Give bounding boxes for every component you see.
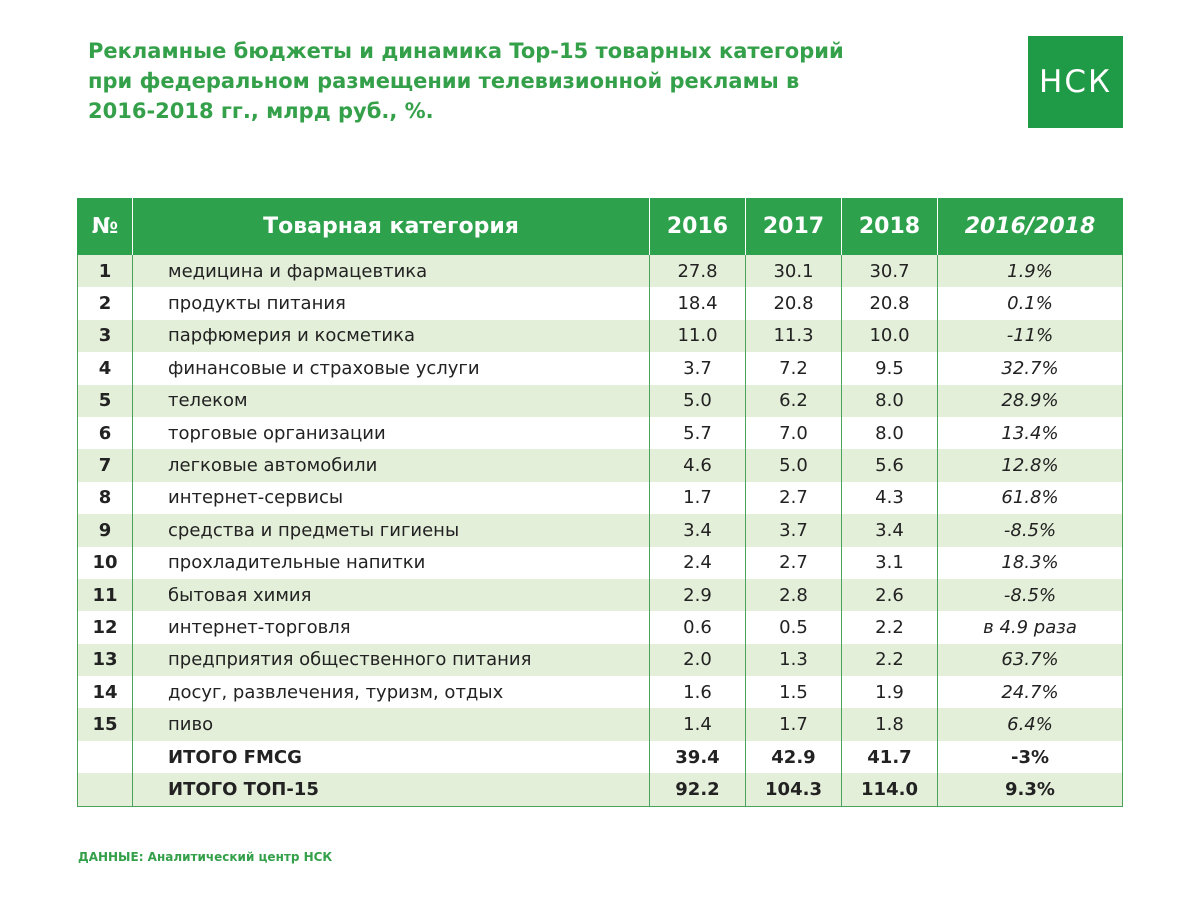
table-row [78, 611, 1123, 643]
value-2018-cell: 2.6 [842, 579, 938, 611]
value-2017-cell: 5.0 [746, 449, 842, 481]
change-cell: -11% [938, 320, 1123, 352]
category-cell: досуг, развлечения, туризм, отдых [133, 676, 650, 708]
value-2018-cell: 1.9 [842, 676, 938, 708]
value-2017-cell: 7.2 [746, 352, 842, 384]
table-row [78, 255, 1123, 287]
category-cell: продукты питания [133, 287, 650, 319]
change-cell: -8.5% [938, 579, 1123, 611]
row-number-cell: 11 [78, 579, 133, 611]
row-number-cell: 14 [78, 676, 133, 708]
change-cell: 24.7% [938, 676, 1123, 708]
change-cell: -8.5% [938, 514, 1123, 546]
table-body [78, 255, 1123, 806]
change-cell: в 4.9 раза [938, 611, 1123, 643]
total-row [78, 741, 1123, 773]
value-2017-cell: 2.7 [746, 482, 842, 514]
value-2016-cell: 5.0 [650, 385, 746, 417]
value-2018-cell: 5.6 [842, 449, 938, 481]
change-cell: 13.4% [938, 417, 1123, 449]
change-cell: 9.3% [938, 773, 1123, 806]
categories-table [77, 198, 1123, 807]
category-cell: ИТОГО FMCG [133, 741, 650, 773]
value-2016-cell: 5.7 [650, 417, 746, 449]
value-2018-cell: 20.8 [842, 287, 938, 319]
table-row [78, 287, 1123, 319]
change-cell: 1.9% [938, 255, 1123, 287]
value-2017-cell: 2.7 [746, 547, 842, 579]
category-cell: ИТОГО ТОП-15 [133, 773, 650, 806]
value-2016-cell: 1.6 [650, 676, 746, 708]
change-cell: 32.7% [938, 352, 1123, 384]
title-line-2: при федеральном размещении телевизионной рекламы в [88, 69, 800, 93]
value-2018-cell: 2.2 [842, 611, 938, 643]
row-number-cell: 9 [78, 514, 133, 546]
row-number-cell: 2 [78, 287, 133, 319]
value-2018-cell: 8.0 [842, 417, 938, 449]
category-cell: пиво [133, 708, 650, 740]
value-2018-cell: 9.5 [842, 352, 938, 384]
title-line-3: 2016-2018 гг., млрд руб., %. [88, 99, 434, 123]
value-2016-cell: 39.4 [650, 741, 746, 773]
row-number-cell [78, 773, 133, 806]
table-row [78, 644, 1123, 676]
value-2017-cell: 3.7 [746, 514, 842, 546]
category-cell: парфюмерия и косметика [133, 320, 650, 352]
change-cell: 18.3% [938, 547, 1123, 579]
change-cell: 0.1% [938, 287, 1123, 319]
value-2018-cell: 114.0 [842, 773, 938, 806]
row-number-cell: 12 [78, 611, 133, 643]
nsk-logo [1028, 36, 1123, 128]
table-row [78, 482, 1123, 514]
change-cell: 28.9% [938, 385, 1123, 417]
value-2018-cell: 10.0 [842, 320, 938, 352]
value-2017-cell: 6.2 [746, 385, 842, 417]
category-cell: медицина и фармацевтика [133, 255, 650, 287]
value-2017-cell: 0.5 [746, 611, 842, 643]
value-2018-cell: 3.1 [842, 547, 938, 579]
category-cell: торговые организации [133, 417, 650, 449]
value-2016-cell: 2.9 [650, 579, 746, 611]
row-number-cell: 1 [78, 255, 133, 287]
change-cell: -3% [938, 741, 1123, 773]
category-cell: прохладительные напитки [133, 547, 650, 579]
value-2016-cell: 3.4 [650, 514, 746, 546]
value-2018-cell: 2.2 [842, 644, 938, 676]
row-number-cell: 7 [78, 449, 133, 481]
column-header-category: Товарная категория [133, 198, 650, 255]
row-number-cell: 13 [78, 644, 133, 676]
change-cell: 63.7% [938, 644, 1123, 676]
value-2017-cell: 1.7 [746, 708, 842, 740]
value-2016-cell: 3.7 [650, 352, 746, 384]
value-2016-cell: 27.8 [650, 255, 746, 287]
value-2016-cell: 11.0 [650, 320, 746, 352]
value-2018-cell: 30.7 [842, 255, 938, 287]
change-cell: 6.4% [938, 708, 1123, 740]
value-2016-cell: 92.2 [650, 773, 746, 806]
value-2016-cell: 18.4 [650, 287, 746, 319]
value-2018-cell: 4.3 [842, 482, 938, 514]
value-2018-cell: 3.4 [842, 514, 938, 546]
table-header-row [78, 198, 1123, 255]
category-cell: интернет-сервисы [133, 482, 650, 514]
table-row [78, 579, 1123, 611]
value-2017-cell: 1.3 [746, 644, 842, 676]
table-row [78, 514, 1123, 546]
table-row [78, 320, 1123, 352]
table-row [78, 547, 1123, 579]
row-number-cell: 4 [78, 352, 133, 384]
column-header-change: 2016/2018 [938, 198, 1123, 255]
value-2017-cell: 2.8 [746, 579, 842, 611]
category-cell: интернет-торговля [133, 611, 650, 643]
row-number-cell: 8 [78, 482, 133, 514]
value-2016-cell: 0.6 [650, 611, 746, 643]
category-cell: легковые автомобили [133, 449, 650, 481]
value-2016-cell: 4.6 [650, 449, 746, 481]
value-2017-cell: 1.5 [746, 676, 842, 708]
value-2017-cell: 7.0 [746, 417, 842, 449]
value-2016-cell: 2.4 [650, 547, 746, 579]
category-cell: средства и предметы гигиены [133, 514, 650, 546]
value-2017-cell: 11.3 [746, 320, 842, 352]
category-cell: предприятия общественного питания [133, 644, 650, 676]
row-number-cell [78, 741, 133, 773]
row-number-cell: 15 [78, 708, 133, 740]
category-cell: бытовая химия [133, 579, 650, 611]
table-row [78, 385, 1123, 417]
value-2016-cell: 2.0 [650, 644, 746, 676]
value-2017-cell: 42.9 [746, 741, 842, 773]
value-2018-cell: 1.8 [842, 708, 938, 740]
value-2018-cell: 41.7 [842, 741, 938, 773]
value-2017-cell: 20.8 [746, 287, 842, 319]
table-row [78, 708, 1123, 740]
column-header-2018: 2018 [842, 198, 938, 255]
column-header-2016: 2016 [650, 198, 746, 255]
row-number-cell: 3 [78, 320, 133, 352]
value-2016-cell: 1.4 [650, 708, 746, 740]
data-source: ДАННЫЕ: Аналитический центр НСК [78, 850, 333, 864]
value-2017-cell: 30.1 [746, 255, 842, 287]
table-row [78, 352, 1123, 384]
row-number-cell: 6 [78, 417, 133, 449]
change-cell: 12.8% [938, 449, 1123, 481]
row-number-cell: 5 [78, 385, 133, 417]
row-number-cell: 10 [78, 547, 133, 579]
category-cell: финансовые и страховые услуги [133, 352, 650, 384]
category-cell: телеком [133, 385, 650, 417]
table-row [78, 676, 1123, 708]
title-line-1: Рекламные бюджеты и динамика Top-15 товарных категорий [88, 39, 844, 63]
value-2017-cell: 104.3 [746, 773, 842, 806]
total-row [78, 773, 1123, 806]
value-2018-cell: 8.0 [842, 385, 938, 417]
column-header-2017: 2017 [746, 198, 842, 255]
value-2016-cell: 1.7 [650, 482, 746, 514]
page-title [88, 36, 968, 126]
column-header-number: № [78, 198, 133, 255]
table-row [78, 417, 1123, 449]
change-cell: 61.8% [938, 482, 1123, 514]
logo-text: НСК [1039, 64, 1112, 100]
table-row [78, 449, 1123, 481]
